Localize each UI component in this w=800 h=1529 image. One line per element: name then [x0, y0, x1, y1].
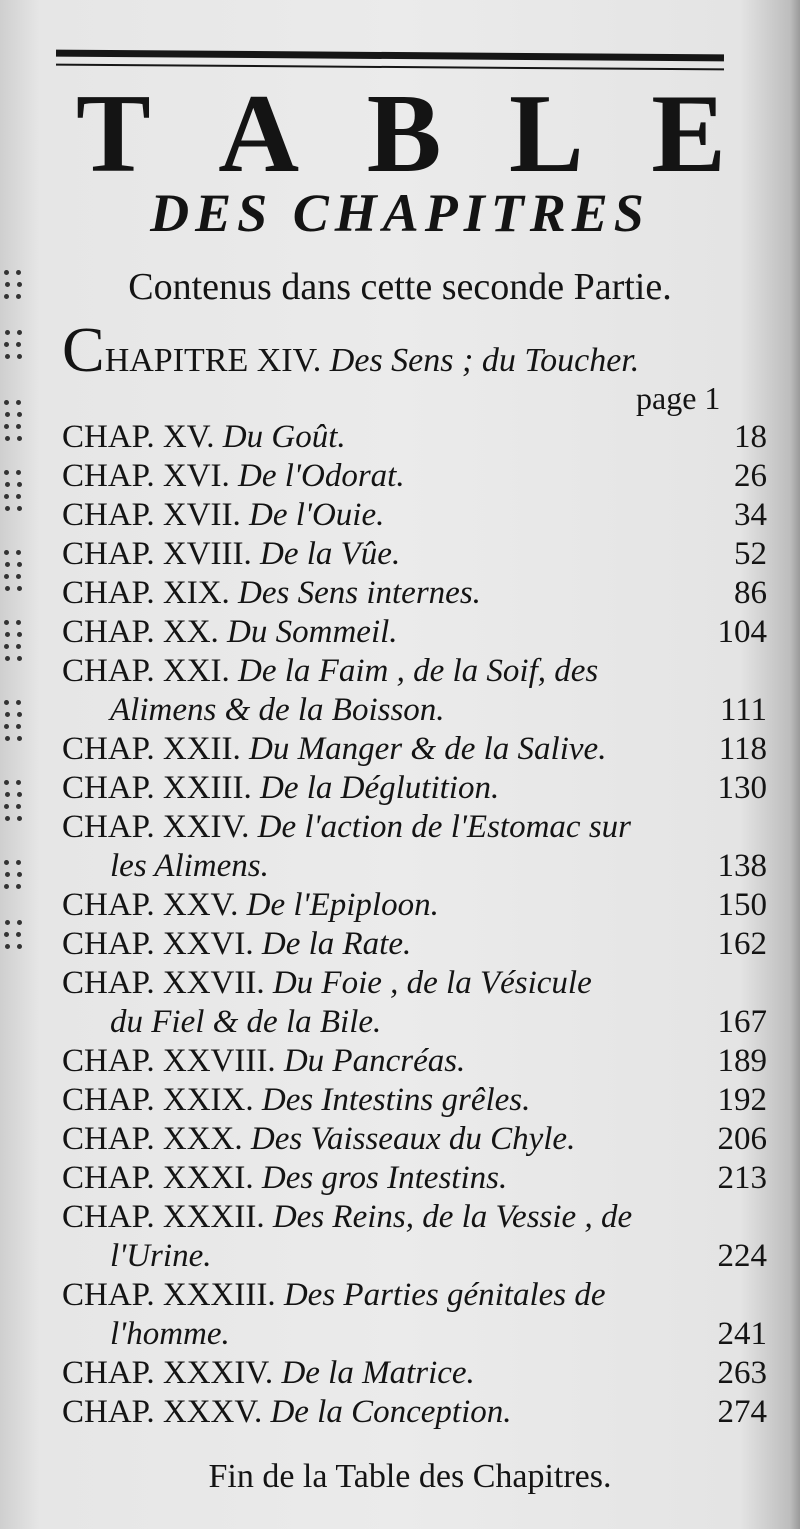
- margin-dot: [5, 586, 10, 591]
- margin-dot: [4, 884, 9, 889]
- chapter-title: De la Conception.: [270, 1394, 512, 1430]
- chapter-page: 206: [717, 1121, 767, 1157]
- margin-dot: [16, 550, 21, 555]
- chapter-title: Du Goût.: [222, 419, 346, 455]
- margin-dot: [16, 400, 21, 405]
- page-title: [76, 72, 726, 196]
- chapter-label: CHAP. XXVII.: [62, 965, 265, 1001]
- margin-bleed-dots: [0, 260, 32, 980]
- margin-dot: [16, 700, 21, 705]
- margin-dot: [17, 562, 22, 567]
- chapter-page: 118: [718, 731, 767, 767]
- margin-dot: [16, 804, 21, 809]
- contents-note: Contenus dans cette seconde Partie.: [128, 266, 672, 308]
- chapter-label: CHAP. XVII.: [62, 497, 241, 533]
- margin-dot: [4, 804, 9, 809]
- top-rule-thick: [56, 50, 724, 62]
- title-letter: E: [651, 72, 726, 196]
- chapter-title: Du Foie , de la Vésicule: [272, 965, 592, 1001]
- chapter-entry: [62, 964, 767, 1042]
- chapter-title: Des gros Intestins.: [261, 1160, 508, 1196]
- chapter-title: De l'Odorat.: [238, 458, 405, 494]
- chapter-page: 263: [717, 1355, 767, 1391]
- margin-dot: [16, 860, 21, 865]
- chapter-label: CHAP. XV.: [62, 419, 215, 455]
- chapter-label: CHAP. XXX.: [62, 1121, 243, 1157]
- margin-dot: [4, 644, 9, 649]
- margin-dot: [17, 482, 22, 487]
- chapter-label: CHAP. XXIX.: [62, 1082, 254, 1118]
- title-letter: B: [366, 72, 442, 196]
- margin-dot: [16, 424, 21, 429]
- chapter-title: Des Sens internes.: [238, 575, 481, 611]
- chapter-title: De la Matrice.: [281, 1355, 475, 1391]
- chapter-entry: [62, 886, 767, 925]
- margin-dot: [5, 412, 10, 417]
- margin-dot: [16, 574, 21, 579]
- chapter-page: 192: [717, 1082, 767, 1118]
- chapter-page: 52: [734, 536, 767, 572]
- chapter-page: 86: [734, 575, 767, 611]
- chapter-title-continued: du Fiel & de la Bile.: [110, 1004, 382, 1040]
- chapter-entry: [62, 1276, 767, 1354]
- chapter-page: 111: [719, 692, 767, 728]
- chapter-label: CHAP. XXVIII.: [62, 1043, 276, 1079]
- margin-dot: [16, 620, 21, 625]
- chapter-page: 162: [717, 926, 767, 962]
- margin-dot: [16, 294, 21, 299]
- chapter-entry: [62, 418, 767, 457]
- margin-dot: [17, 354, 22, 359]
- margin-dot: [17, 656, 22, 661]
- drop-initial: C: [62, 314, 105, 385]
- margin-dot: [17, 816, 22, 821]
- chapter-label: CHAP. XXXV.: [62, 1394, 263, 1430]
- chapter-title: Du Manger & de la Salive.: [249, 731, 607, 767]
- margin-dot: [17, 872, 22, 877]
- chapter-title: Du Sommeil.: [227, 614, 398, 650]
- chapter-title: De l'Ouie.: [249, 497, 385, 533]
- chapter-entry: [62, 1354, 767, 1393]
- first-chapter-entry: [62, 314, 742, 385]
- chapter-page: 104: [717, 614, 767, 650]
- chapter-entry: [62, 808, 767, 886]
- chapter-title-continued: les Alimens.: [110, 848, 269, 884]
- chapter-title: Des Vaisseaux du Chyle.: [250, 1121, 576, 1157]
- margin-dot: [4, 494, 9, 499]
- chapter-title: Des Sens ; du Toucher.: [329, 342, 640, 379]
- margin-dot: [4, 932, 9, 937]
- chapter-title: De l'action de l'Estomac sur: [257, 809, 632, 845]
- chapter-entry: [62, 496, 767, 535]
- chapter-title: De la Déglutition.: [260, 770, 500, 806]
- margin-dot: [5, 872, 10, 877]
- chapter-entry: [62, 769, 767, 808]
- chapter-entry: [62, 730, 767, 769]
- margin-dot: [5, 816, 10, 821]
- margin-dot: [16, 780, 21, 785]
- chapter-entry: [62, 1120, 767, 1159]
- margin-dot: [17, 506, 22, 511]
- top-rule-thin: [56, 64, 724, 71]
- margin-dot: [17, 330, 22, 335]
- margin-dot: [16, 884, 21, 889]
- chapter-page: 167: [717, 1004, 767, 1040]
- margin-dot: [5, 712, 10, 717]
- margin-dot: [17, 944, 22, 949]
- margin-dot: [5, 482, 10, 487]
- title-letter: A: [218, 72, 300, 196]
- chapter-title: Des Parties génitales de: [283, 1277, 606, 1313]
- chapter-label: CHAP. XVIII.: [62, 536, 252, 572]
- chapter-page: 26: [734, 458, 767, 494]
- margin-dot: [16, 270, 21, 275]
- chapter-label: CHAP. XXVI.: [62, 926, 254, 962]
- margin-dot: [17, 712, 22, 717]
- chapter-page: 150: [717, 887, 767, 923]
- margin-dot: [17, 586, 22, 591]
- chapter-entry: [62, 1159, 767, 1198]
- chapter-page: 138: [717, 848, 767, 884]
- margin-dot: [5, 656, 10, 661]
- chapter-label: CHAP. XVI.: [62, 458, 230, 494]
- margin-dot: [17, 792, 22, 797]
- chapter-page: 34: [734, 497, 767, 533]
- chapter-label: CHAP. XXXIV.: [62, 1355, 274, 1391]
- chapter-entry: [62, 457, 767, 496]
- chapter-entry: [62, 1198, 767, 1276]
- chapter-title: De la Rate.: [261, 926, 412, 962]
- margin-dot: [4, 424, 9, 429]
- footer-note: Fin de la Table des Chapitres.: [208, 1458, 612, 1495]
- margin-dot: [5, 436, 10, 441]
- margin-dot: [5, 736, 10, 741]
- margin-dot: [4, 342, 9, 347]
- margin-dot: [16, 724, 21, 729]
- margin-dot: [5, 330, 10, 335]
- margin-dot: [17, 436, 22, 441]
- chapter-label: CHAP. XX.: [62, 614, 219, 650]
- margin-dot: [4, 270, 9, 275]
- margin-dot: [5, 506, 10, 511]
- margin-dot: [5, 944, 10, 949]
- margin-dot: [16, 644, 21, 649]
- chapter-page: page 1: [636, 380, 721, 416]
- chapter-page: 213: [717, 1160, 767, 1196]
- chapter-label: CHAP. XIX.: [62, 575, 230, 611]
- margin-dot: [5, 920, 10, 925]
- chapter-title: Du Pancréas.: [283, 1043, 466, 1079]
- chapter-list: [62, 418, 767, 1432]
- margin-dot: [17, 282, 22, 287]
- margin-dot: [5, 354, 10, 359]
- chapter-title-continued: l'homme.: [110, 1316, 230, 1352]
- chapter-title: De l'Epiploon.: [246, 887, 439, 923]
- margin-dot: [17, 920, 22, 925]
- chapter-label: CHAP. XXI.: [62, 653, 230, 689]
- chapter-title: De la Faim , de la Soif, des: [238, 653, 599, 689]
- chapter-label: CHAP. XXXII.: [62, 1199, 265, 1235]
- margin-dot: [4, 574, 9, 579]
- margin-dot: [4, 294, 9, 299]
- margin-dot: [4, 400, 9, 405]
- margin-dot: [4, 550, 9, 555]
- margin-dot: [5, 632, 10, 637]
- chapter-title: Des Intestins grêles.: [261, 1082, 531, 1118]
- chapter-page: 189: [717, 1043, 767, 1079]
- chapter-label: CHAP. XXIII.: [62, 770, 252, 806]
- chapter-entry: [62, 535, 767, 574]
- chapter-entry: [62, 652, 767, 730]
- chapter-label: CHAP. XXV.: [62, 887, 239, 923]
- chapter-title: De la Vûe.: [260, 536, 401, 572]
- chapter-title-continued: l'Urine.: [110, 1238, 212, 1274]
- margin-dot: [16, 494, 21, 499]
- margin-dot: [17, 412, 22, 417]
- margin-dot: [16, 342, 21, 347]
- subtitle: DES CHAPITRES: [150, 183, 650, 243]
- margin-dot: [5, 792, 10, 797]
- margin-dot: [5, 562, 10, 567]
- chapter-label: CHAP. XXXI.: [62, 1160, 254, 1196]
- chapter-entry: [62, 1081, 767, 1120]
- margin-dot: [4, 860, 9, 865]
- chapter-page: 130: [717, 770, 767, 806]
- chapter-entry: [62, 574, 767, 613]
- chapter-label: CHAP. XXII.: [62, 731, 241, 767]
- chapter-page: 18: [734, 419, 767, 455]
- title-letter: L: [508, 72, 584, 196]
- chapter-title: Des Reins, de la Vessie , de: [272, 1199, 633, 1235]
- margin-dot: [16, 470, 21, 475]
- chapter-page: 224: [717, 1238, 767, 1274]
- chapter-entry: [62, 1042, 767, 1081]
- margin-dot: [17, 632, 22, 637]
- chapter-title-continued: Alimens & de la Boisson.: [110, 692, 445, 728]
- margin-dot: [4, 780, 9, 785]
- margin-dot: [4, 620, 9, 625]
- margin-dot: [16, 932, 21, 937]
- margin-dot: [4, 700, 9, 705]
- chapter-label: HAPITRE XIV.: [104, 342, 322, 379]
- chapter-entry: [62, 613, 767, 652]
- chapter-entry: [62, 1393, 767, 1432]
- chapter-page: 241: [717, 1316, 767, 1352]
- margin-dot: [17, 736, 22, 741]
- title-letter: T: [76, 72, 151, 196]
- margin-dot: [4, 470, 9, 475]
- chapter-label: CHAP. XXIV.: [62, 809, 250, 845]
- margin-dot: [4, 724, 9, 729]
- chapter-page: 274: [717, 1394, 767, 1430]
- margin-dot: [5, 282, 10, 287]
- chapter-label: CHAP. XXXIII.: [62, 1277, 276, 1313]
- chapter-entry: [62, 925, 767, 964]
